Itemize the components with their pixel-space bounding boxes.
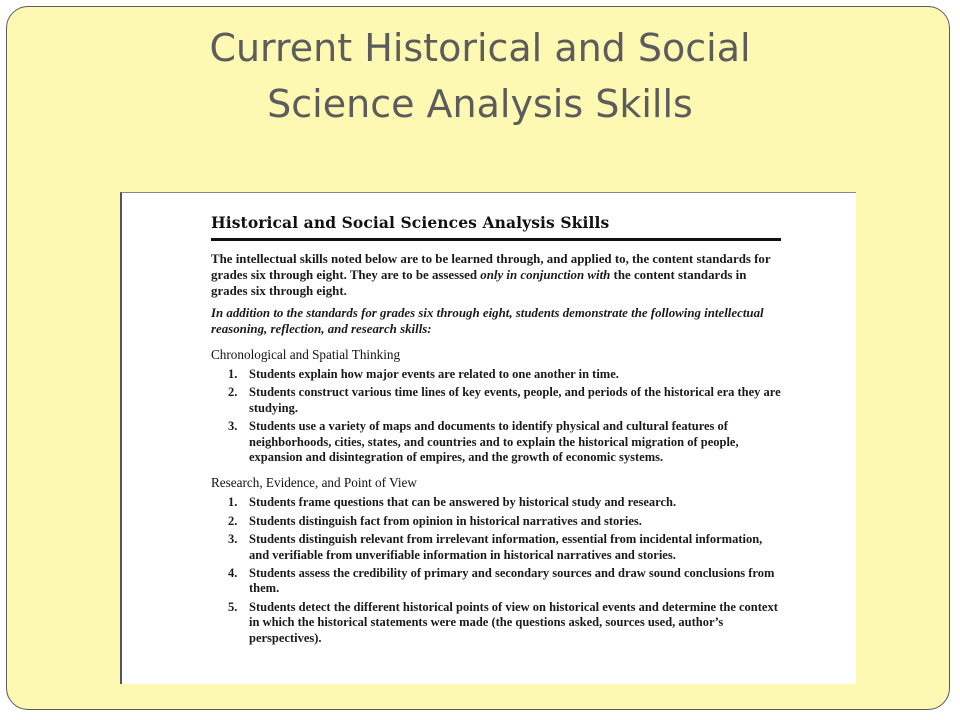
list-item bbox=[211, 385, 781, 416]
slide-title-line-1: Current Historical and Social bbox=[209, 26, 751, 70]
item-number: 3. bbox=[228, 532, 238, 547]
list-item bbox=[211, 495, 781, 510]
slide-title bbox=[60, 20, 900, 132]
section-chronological bbox=[211, 347, 781, 465]
item-number: 2. bbox=[228, 385, 238, 400]
item-text: Students distinguish fact from opinion in historical narratives and stories. bbox=[249, 513, 642, 528]
list-item bbox=[211, 566, 781, 597]
item-text: Students distinguish relevant from irrelevant information, essential from incidental information, and verifiable from unverifiable information in historical narratives and stories. bbox=[249, 532, 763, 562]
section-title: Chronological and Spatial Thinking bbox=[211, 347, 401, 362]
list-item bbox=[211, 514, 781, 529]
item-text: Students assess the credibility of primary and secondary sources and draw sound conclusions from them. bbox=[249, 566, 775, 596]
list-item bbox=[211, 532, 781, 563]
intro-emphasis: only in conjunction with bbox=[480, 268, 611, 282]
item-text: Students construct various time lines of key events, people, and periods of the historical era they are studying. bbox=[249, 385, 781, 415]
item-number: 2. bbox=[228, 513, 238, 528]
intro-text-part-1: The intellectual skills noted below are to be learned through, and applied to, the content standards for grades six through eight. They are to be assessed bbox=[211, 252, 771, 282]
item-number: 4. bbox=[228, 566, 238, 581]
intro-italic-paragraph: In addition to the standards for grades six through eight, students demonstrate the following intellectual reasoning, reflection, and research skills: bbox=[211, 306, 764, 336]
document-heading: Historical and Social Sciences Analysis Skills bbox=[211, 213, 781, 241]
skills-list bbox=[211, 495, 781, 646]
section-title: Research, Evidence, and Point of View bbox=[211, 475, 417, 491]
item-number: 1. bbox=[228, 367, 238, 381]
document-content bbox=[211, 213, 781, 649]
item-text: Students detect the different historical points of view on historical events and determine the context in which the historical statements were made (the questions asked, sources used, author’s perspectives). bbox=[249, 599, 778, 645]
item-text: Students explain how major events are related to one another in time. bbox=[249, 367, 619, 381]
item-text: Students use a variety of maps and documents to identify physical and cultural features of neighborhoods, cities, states, and countries and to explain the historical migration of people, expansion and disintegration of empires, and the growth of economic systems. bbox=[249, 419, 739, 465]
item-text: Students frame questions that can be answered by historical study and research. bbox=[249, 495, 677, 510]
section-research bbox=[211, 475, 781, 646]
list-item bbox=[211, 367, 781, 382]
skills-list bbox=[211, 367, 781, 465]
item-number: 5. bbox=[228, 599, 238, 614]
item-number: 3. bbox=[228, 419, 238, 434]
list-item bbox=[211, 419, 781, 465]
list-item bbox=[211, 600, 781, 646]
intro-text-part-2: the content standards in grades six through eight. bbox=[211, 268, 747, 298]
document-scan bbox=[120, 192, 856, 684]
item-number: 1. bbox=[228, 495, 238, 510]
intro-paragraph bbox=[211, 251, 781, 299]
slide-title-line-2: Science Analysis Skills bbox=[267, 82, 693, 126]
